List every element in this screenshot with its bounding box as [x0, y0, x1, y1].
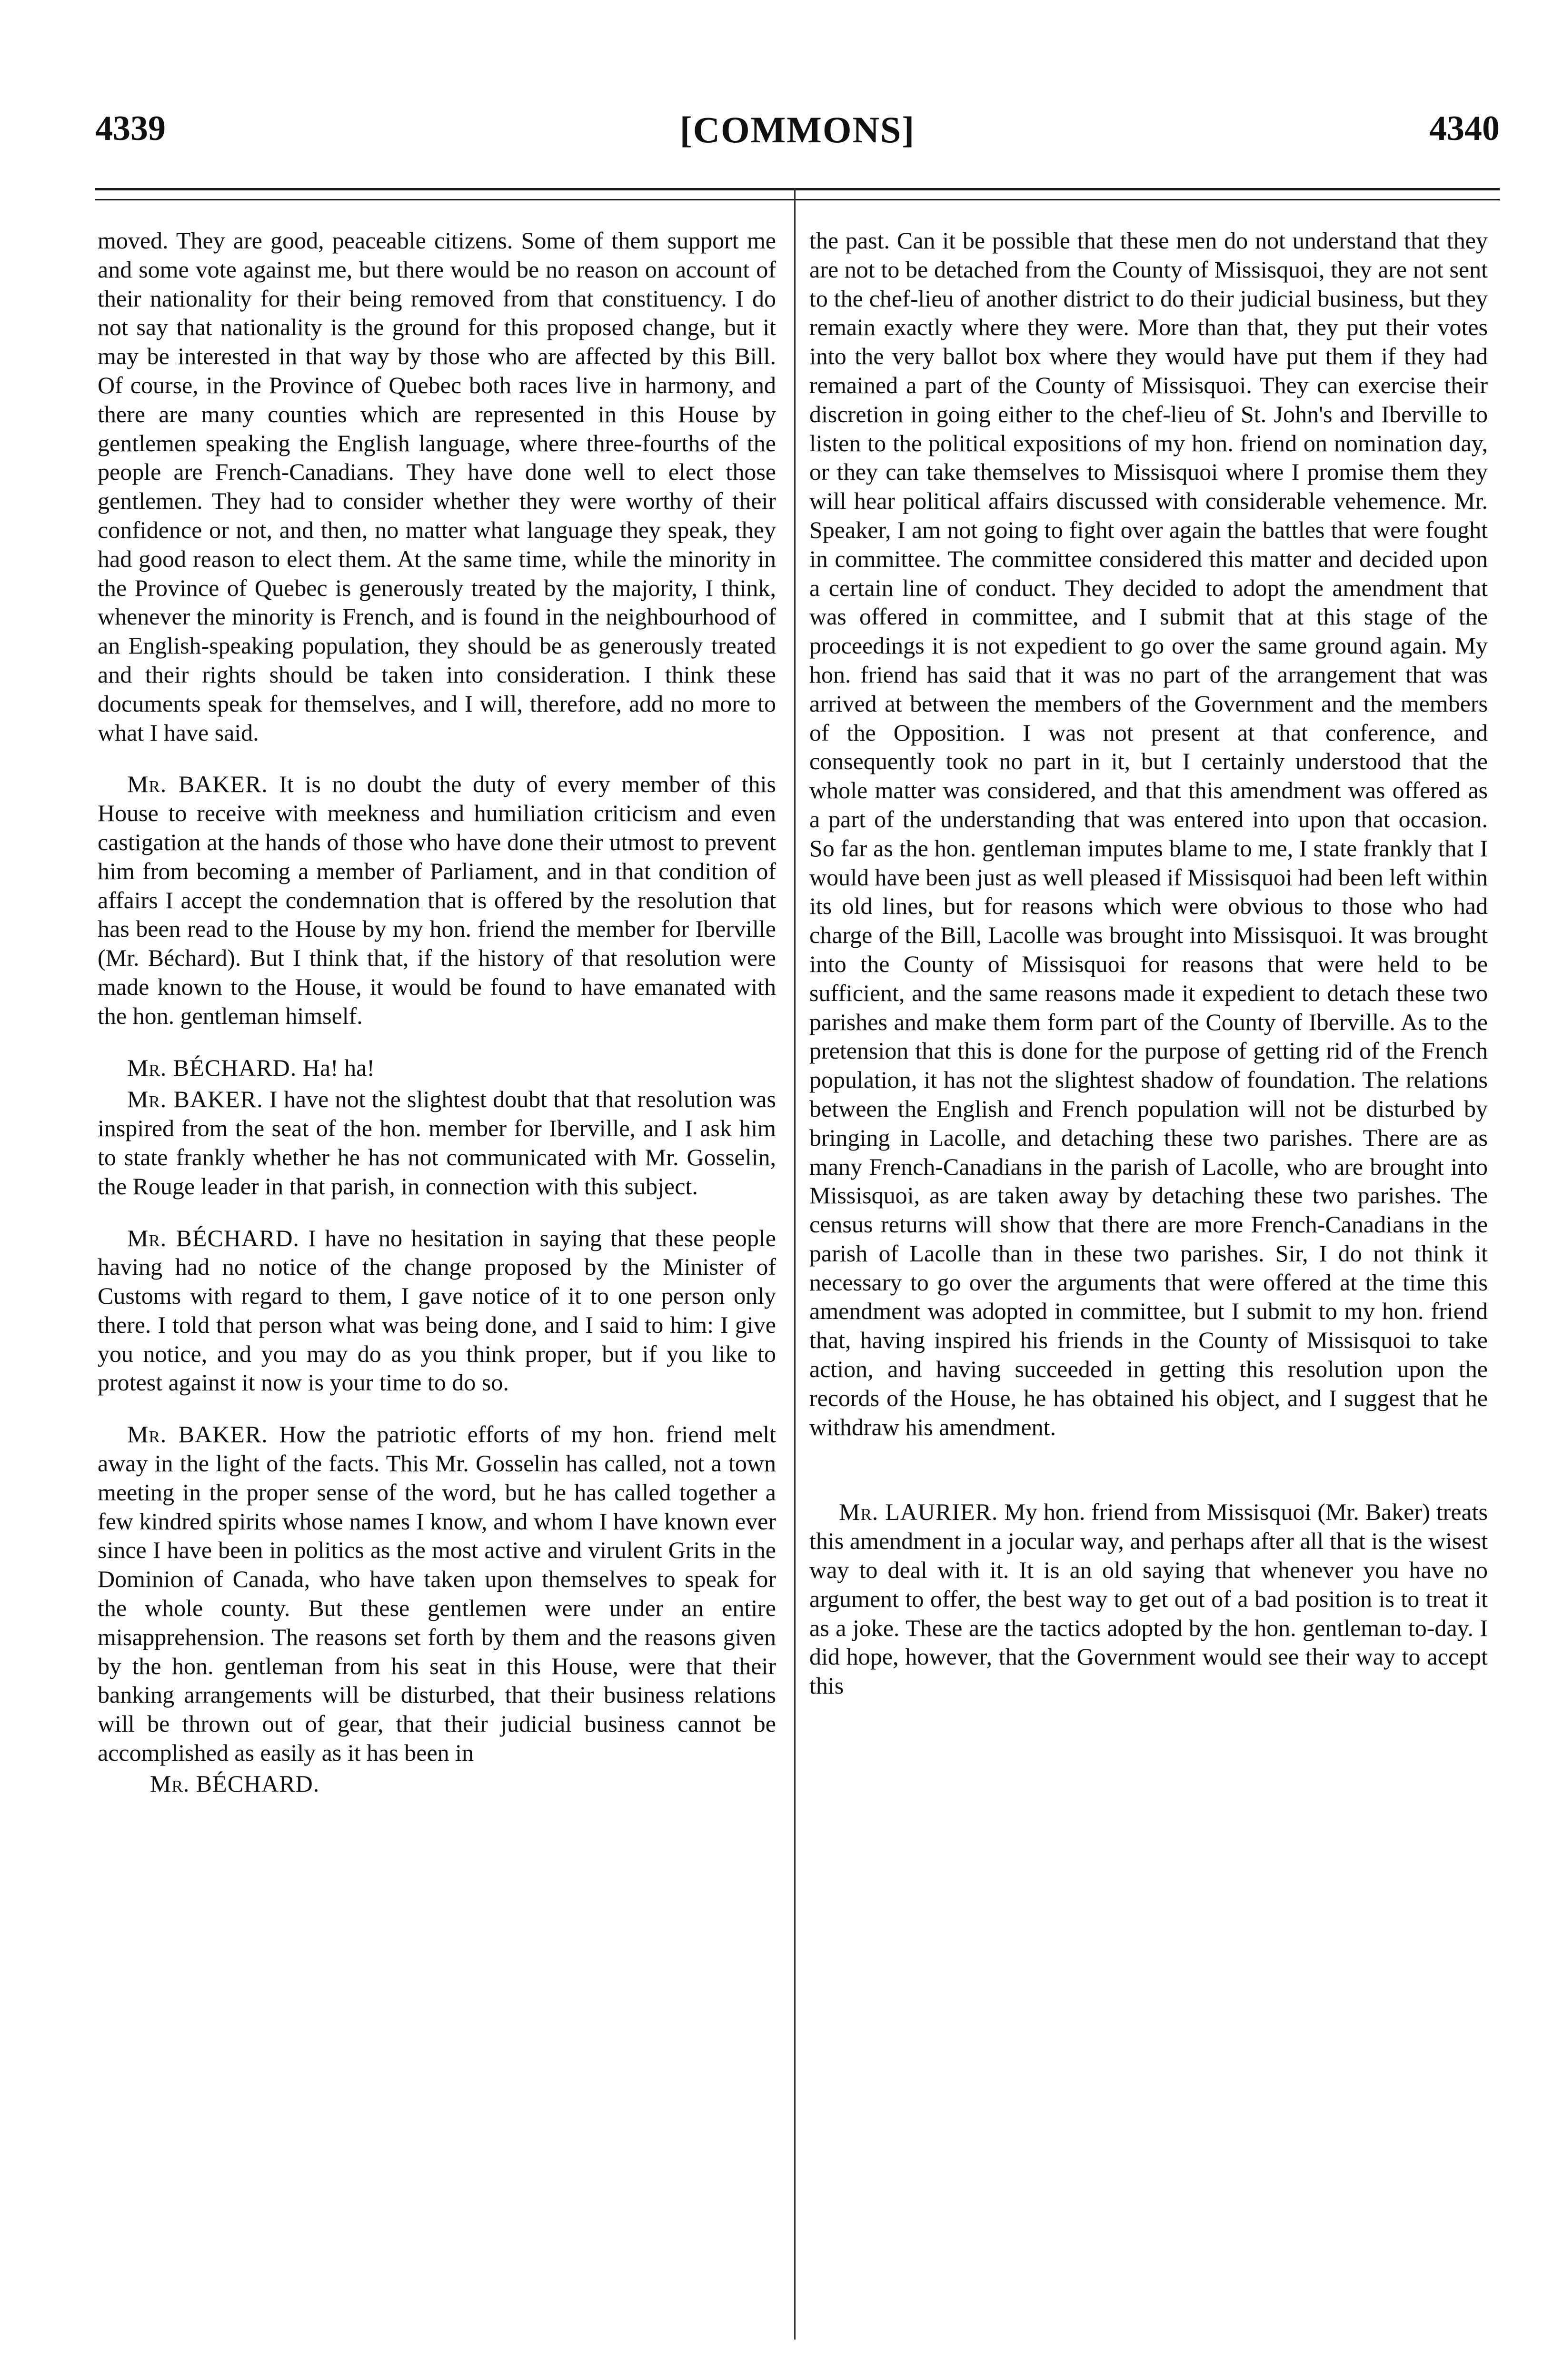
header-rule-thin	[95, 199, 1500, 200]
speaker-name: Mr. BÉCHARD.	[127, 1054, 297, 1081]
speaker-name: Mr. LAURIER.	[839, 1498, 998, 1526]
speech-paragraph	[98, 1085, 776, 1200]
speaker-name: Mr. BÉCHARD.	[127, 1224, 300, 1251]
paragraph-text: How the patriotic efforts of my hon. friend melt away in the light of the facts. This Mr. Gosselin has called, not a town meeting in the proper sense of the word, but he has called together a few kindred spirits whose names I know, and whom I have known ever since I have been in politics as the most active and virulent Grits in the Dominion of Canada, who have taken upon themselves to speak for the whole county. But these gentlemen were under an entire misapprehension. The reasons set forth by them and the reasons given by the hon. gentleman from his seat in this House, were that their banking arrangements will be disturbed, that their business relations will be thrown out of gear, that their judicial business cannot be accomplished as easily as it has been in	[98, 1421, 777, 1766]
paragraph-text: I have not the slightest doubt that that resolution was inspired from the seat of the hon. member for Iberville, and I ask him to state frankly whether he has not communicated with Mr. Gosselin, the Rouge leader in that parish, in connection with this subject.	[98, 1086, 777, 1200]
page-number-left: 4339	[95, 109, 166, 148]
paragraph-text: Ha! ha!	[302, 1054, 375, 1081]
left-column	[98, 226, 776, 1798]
paragraph-text: the past. Can it be possible that these men do not understand that they are not to be detached from the County of Missisquoi, they are not sent to the chef-lieu of another district to do their judicial business, but they remain exactly where they were. More than that, they put their votes into the very ballot box where they would have put them if they had remained a part of the County of Missisquoi. They can exercise their discretion in going either to the chef-lieu of St. John's and Iberville to listen to the political expositions of my hon. friend on nomination day, or they can take themselves to Missisquoi where I promise them they will hear political affairs discussed with considerable vehemence. Mr. Speaker, I am not going to fight over again the battles that were fought in committee. The committee considered this matter and decided upon a certain line of conduct. They decided to adopt the amendment that was offered in committee, and I submit that at this stage of the proceedings it is not expedient to go over the same ground again. My hon. friend has said that it was no part of the arrangement that was arrived at between the members of the Government and the members of the Opposition. I was not present at that conference, and consequently took no part in it, but I certainly understood that the whole matter was considered, and that this amendment was offered as a part of the understanding that was entered into upon that occasion. So far as the hon. gentleman imputes blame to me, I state frankly that I would have been just as well pleased if Missisquoi had been left within its old lines, but for reasons which were obvious to those who had charge of the Bill, Lacolle was brought into Missisquoi. It was brought into the County of Missisquoi for reasons that were held to be sufficient, and the same reasons made it expedient to detach these two parishes and make them form part of the County of Iberville. As to the pretension that this is done for the purpose of getting rid of the French population, it has not the slightest shadow of foundation. The relations between the English and French population will not be disturbed by bringing in Lacolle, and detaching these two parishes. There are as many French-Canadians in the parish of Lacolle, who are brought into Missisquoi, as are taken away by detaching these two parishes. The census returns will show that there are more French-Canadians in the parish of Lacolle than in these two parishes. Sir, I do not think it necessary to go over the arguments that were offered at the time this amendment was adopted in committee, but I submit to my hon. friend that, having inspired his friends in the County of Missisquoi to take action, and having succeeded in getting this resolution upon the records of the House, he has obtained his object, and I suggest that he withdraw his amendment.	[809, 227, 1488, 1440]
page-title: [COMMONS]	[679, 109, 916, 150]
paragraph-text: My hon. friend from Missisquoi (Mr. Baker) treats this amendment in a jocular way, and perhaps after all that is the wisest way to deal with it. It is an old saying that whenever you have no argument to offer, the best way to get out of a bad position is to treat it as a joke. These are the tactics adopted by the hon. gentleman to-day. I did hope, however, that the Government would see their way to accept this	[809, 1498, 1488, 1699]
speech-paragraph	[98, 1224, 776, 1398]
column-divider	[794, 188, 796, 2340]
speech-paragraph	[98, 770, 776, 1030]
paragraph-text: I have no hesitation in saying that these people having had no notice of the change proposed by the Minister of Customs with regard to them, I gave notice of it to one person only there. I told that person what was being done, and I said to him: I give you notice, and you may do as you think proper, but if you like to protest against it now is your time to do so.	[98, 1224, 776, 1396]
speaker-name: Mr. BAKER.	[127, 771, 268, 798]
speech-paragraph	[809, 1497, 1488, 1700]
paragraph	[98, 226, 776, 747]
header-rule-thick	[95, 188, 1500, 190]
speech-paragraph	[98, 1420, 776, 1767]
speaker-name: Mr. BAKER.	[127, 1421, 268, 1448]
footer-speaker-tag: Mr. BÉCHARD.	[150, 1770, 320, 1797]
page-number-right: 4340	[1429, 109, 1500, 148]
paragraph-text: moved. They are good, peaceable citizens. Some of them support me and some vote against me, but there would be no reason on account of their nationality for their being removed from that constituency. I do not say that nationality is the ground for this proposed change, but it may be interested in that way by those who are affected by this Bill. Of course, in the Province of Quebec both races live in harmony, and there are many counties which are represented in this House by gentlemen speaking the English language, where three-fourths of the people are French-Canadians. They have done well to elect those gentlemen. They had to consider whether they were worthy of their confidence or not, and then, no matter what language they speak, they had good reason to elect them. At the same time, while the minority in the Province of Quebec is generously treated by the majority, I think, whenever the minority is French, and is found in the neighbourhood of an English-speaking population, they should be as generously treated and their rights should be taken into consideration. I think these documents speak for themselves, and I will, therefore, add no more to what I have said.	[98, 227, 776, 746]
speaker-name: Mr. BAKER.	[127, 1086, 263, 1113]
paragraph-text: It is no doubt the duty of every member of this House to receive with meekness and humiliation criticism and even castigation at the hands of those who have done their utmost to prevent him from becoming a member of Parliament, and in that condition of affairs I accept the condemnation that is offered by the resolution that has been read to the House by my hon. friend the member for Iberville (Mr. Béchard). But I think that, if the history of that resolution were made known to the House, it would be found to have emanated with the hon. gentleman himself.	[98, 771, 777, 1029]
paragraph	[809, 226, 1488, 1441]
speech-paragraph	[98, 1053, 776, 1082]
right-column	[809, 226, 1488, 1700]
page-header	[95, 109, 1500, 161]
